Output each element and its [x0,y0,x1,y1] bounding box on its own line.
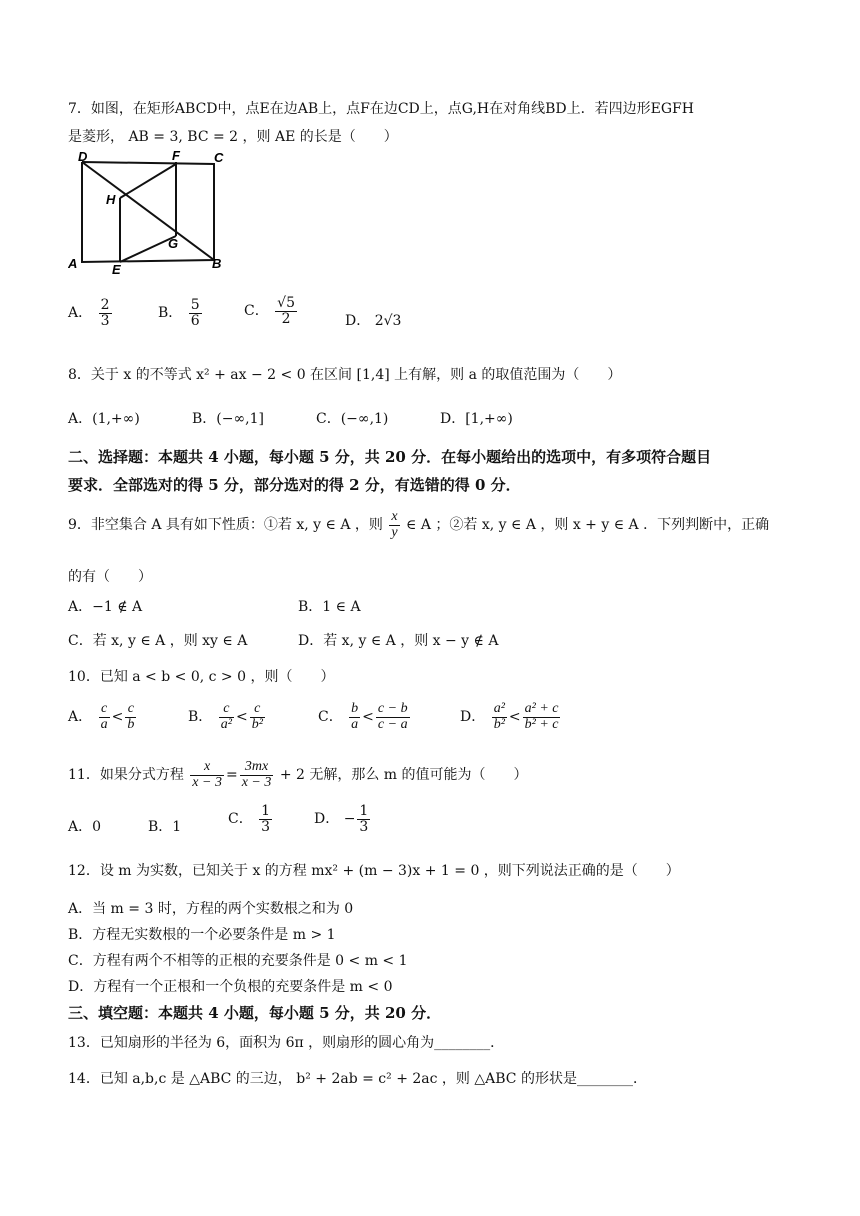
option-denominator: 3 [261,818,271,835]
option-left-denominator: a [100,716,108,732]
q11-stem-suffix: + 2 无解，那么 m 的值可能为（ ） [279,767,528,784]
q11-option-a[interactable] [68,816,101,836]
q11-option-b[interactable] [148,816,181,836]
option-left-denominator: b² [493,716,505,732]
option-numerator: 2 [100,297,110,313]
option-letter: C． [228,811,253,828]
option-right-numerator: c − b [377,701,408,716]
option-left-numerator: c [99,702,110,718]
q9-fraction-numerator: x [391,509,398,524]
q14-stem: 14．已知 a,b,c 是 △ABC 的三边， b² + 2ab = c² + 2ac ，则 △ABC 的形状是________． [68,1071,647,1087]
option-letter: C． [244,303,269,320]
option-right-numerator: c [250,702,265,718]
option-numerator: 1 [261,803,271,819]
q11-stem-prefix: 11．如果分式方程 [68,767,184,784]
label-c: C [214,150,224,165]
q11-option-c[interactable] [228,804,274,834]
option-letter: A． [68,819,93,835]
option-text: 2√3 [374,313,402,329]
option-denominator: 3 [359,818,369,835]
q9-option-c[interactable]: C．若 x, y ∈ A ，则 xy ∈ A [68,633,248,649]
option-left-numerator: b [351,701,359,716]
q7-stem-line2: 是菱形， AB = 3, BC = 2 ，则 AE 的长是（ ） [68,129,398,145]
q9-stem-line2: 的有（ ） [68,569,152,585]
option-right-numerator: c [125,702,136,718]
option-text: 1 [172,819,182,835]
q10-option-b[interactable]: B． $\frac{c}{\text{a²}}$ < $\frac{c}{\text{b²}}$ [188,701,263,732]
q11-left-numerator: x [190,760,224,776]
q9-stem-part-a: 9．非空集合 A 具有如下性质：①若 x, y ∈ A ，则 [68,517,383,534]
option-left-denominator: a [351,716,359,732]
option-letter: D． [460,709,486,726]
q9-option-b[interactable]: B．1 ∈ A [298,599,361,615]
label-d: D [78,149,88,164]
q8-stem: 8．关于 x 的不等式 x² + ax − 2 < 0 在区间 [1,4] 上有解，则 a 的取值范围为（ ） [68,367,622,383]
q8-option-b[interactable]: B．(−∞,1] [192,411,264,427]
q7-option-d[interactable] [345,310,401,330]
option-numerator: 1 [359,803,369,819]
option-letter: D． [345,313,371,329]
option-letter: C． [318,709,343,726]
q9-option-d[interactable]: D．若 x, y ∈ A ，则 x − y ∉ A [298,633,499,649]
option-letter: A． [68,709,93,726]
label-h: H [106,192,116,207]
q7-option-b[interactable] [158,298,204,328]
q11-left-denominator: x − 3 [192,774,222,790]
option-denominator: 3 [100,312,110,329]
q12-option-c[interactable]: C．方程有两个不相等的正根的充要条件是 0 < m < 1 [68,953,408,969]
label-b: B [212,256,222,271]
q12-option-b[interactable]: B．方程无实数根的一个必要条件是 m > 1 [68,927,336,943]
option-letter: B． [188,709,213,726]
option-left-numerator: c [219,702,234,718]
option-denominator: 6 [190,312,200,329]
option-denominator: 2 [281,310,291,327]
q12-stem: 12．设 m 为实数，已知关于 x 的方程 mx² + (m − 3)x + 1 = 0 ，则下列说法正确的是（ ） [68,863,680,879]
option-left-denominator: a² [220,716,232,732]
q9-fraction-denominator: y [391,524,398,540]
section2-heading-line2: 要求．全部选对的得 5 分，部分选对的得 2 分，有选错的得 0 分． [68,476,521,494]
option-left-numerator: a² [493,701,505,716]
option-numerator: 5 [190,297,200,313]
q11-stem: 11．如果分式方程 $\frac{x}{x - 3}$ = $\frac{3mx}{x - 3}$ + 2 无解，那么 m 的值可能为（ ） [68,759,528,790]
section2-heading-line1: 二、选择题：本题共 4 小题，每小题 5 分，共 20 分．在每小题给出的选项中，有多项符合题目 [68,448,712,466]
q7-stem-line1: 7．如图，在矩形ABCD中，点E在边AB上，点F在边CD上，点G,H在对角线BD上．若四边形EGFH [68,101,694,117]
q10-stem: 10．已知 a < b < 0, c > 0 ，则（ ） [68,669,335,685]
label-g: G [168,236,179,251]
option-sign: − [343,811,356,828]
option-letter: D． [314,811,340,828]
q11-right-denominator: x − 3 [241,774,272,790]
option-right-numerator: a² + c [524,701,559,716]
q8-option-c[interactable]: C．(−∞,1) [316,411,389,427]
q10-option-d[interactable]: D． $\frac{\text{a²}}{\text{b²}}$ < $\frac{\text{a² + c}}{\text{b² + c}}$ [460,701,559,732]
option-letter: B． [158,305,183,322]
q9-stem-part-b: ∈ A ；②若 x, y ∈ A ，则 x + y ∈ A ．下列判断中，正确 [406,517,770,534]
q8-option-d[interactable]: D．[1,+∞) [440,411,513,427]
q10-option-a[interactable]: A． $\frac{c}{a}$ < $\frac{c}{b}$ [68,701,135,732]
q7-figure [68,148,238,276]
q9-option-a[interactable]: A．−1 ∉ A [68,599,143,615]
q13-stem: 13．已知扇形的半径为 6，面积为 6π ，则扇形的圆心角为________． [68,1035,505,1051]
option-right-denominator: b² + c [524,716,559,732]
q8-option-a[interactable]: A．(1,+∞) [68,411,140,427]
label-f: F [172,148,180,163]
q7-option-a[interactable] [68,298,114,328]
label-e: E [112,262,121,276]
q7-option-c[interactable] [244,296,299,326]
q9-stem-line1 [68,510,769,540]
q11-option-d[interactable] [314,804,372,834]
q12-option-a[interactable]: A．当 m = 3 时，方程的两个实数根之和为 0 [68,901,354,917]
diagonal-bd [82,162,214,260]
q11-right-numerator: 3mx [240,760,274,776]
option-letter: A． [68,305,93,322]
section3-heading: 三、填空题：本题共 4 小题，每小题 5 分，共 20 分． [68,1004,442,1022]
option-numerator: √5 [277,295,295,311]
option-letter: B． [148,819,173,835]
segment-hf [120,164,176,198]
label-a: A [68,256,78,271]
option-right-denominator: c − a [377,716,408,732]
option-right-denominator: b² [251,716,263,732]
q12-option-d[interactable]: D．方程有一个正根和一个负根的充要条件是 m < 0 [68,979,393,995]
option-right-denominator: b [127,716,135,732]
option-text: 0 [92,819,102,835]
q10-option-c[interactable]: C． $\frac{b}{a}$ < $\frac{c - b}{c - a}$ [318,701,408,732]
